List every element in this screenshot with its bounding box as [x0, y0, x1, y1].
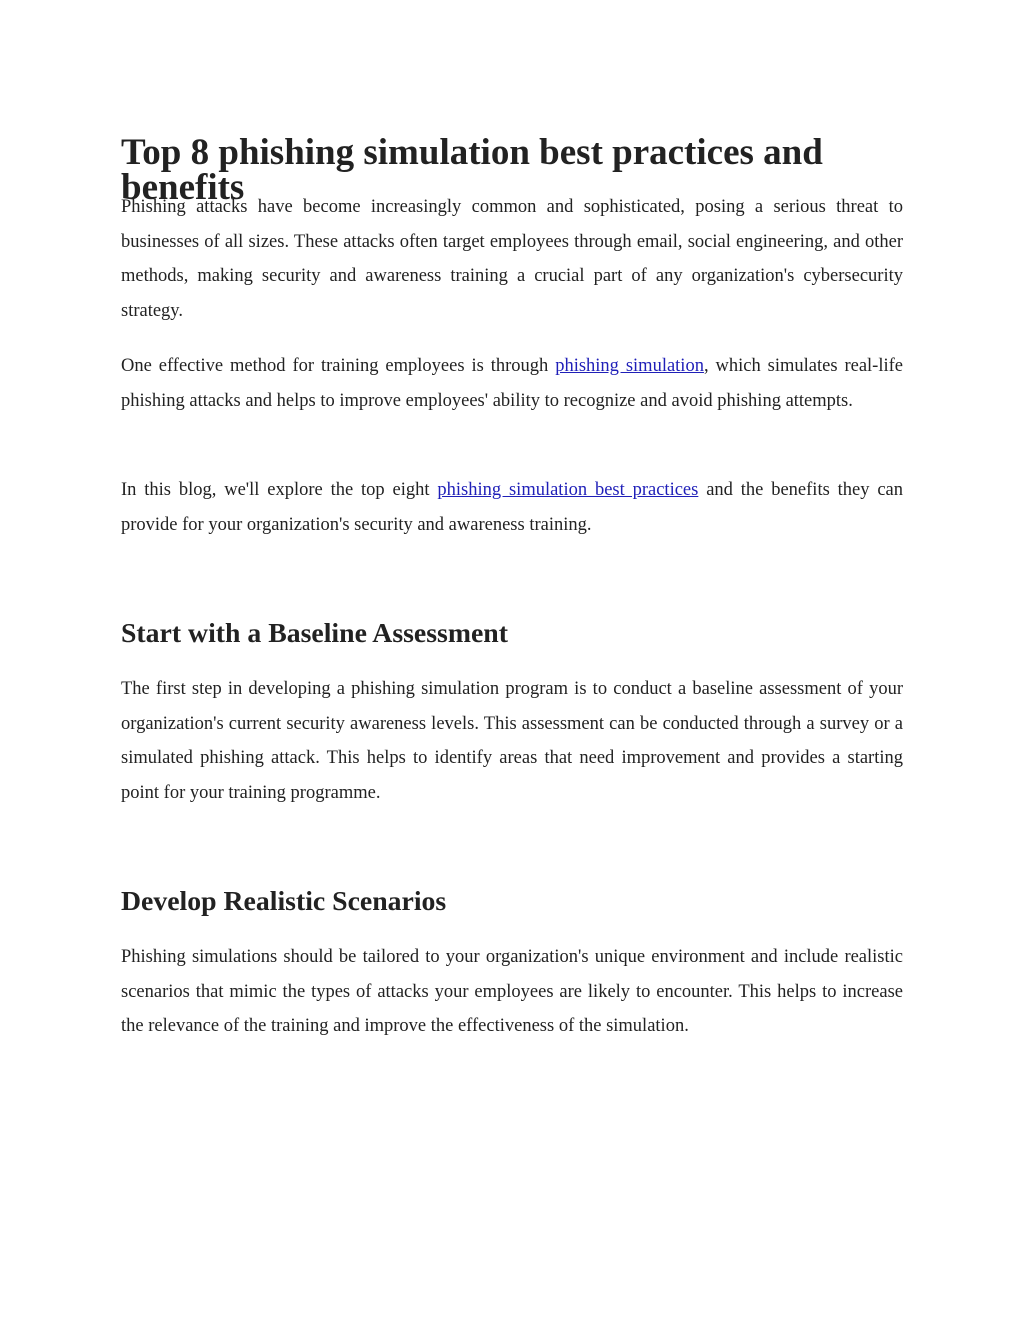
best-practices-link[interactable]: phishing simulation best practices: [437, 480, 699, 500]
intro-paragraph-1: Phishing attacks have become increasingly common and sophisticated, posing a serious threat to businesses of all sizes. These attacks often target employees through email, social engineering, and other methods, making security and awareness training a crucial part of any organization's cybersecurity strategy.: [121, 197, 903, 322]
intro-paragraph-2: [121, 349, 903, 418]
section-body-realistic-scenarios: Phishing simulations should be tailored to your organization's unique environment and include realistic scenarios that mimic the types of attacks your employees are likely to encounter. This helps to increase the relevance of the training and improve the effectiveness of the simulation.: [121, 947, 903, 1037]
phishing-simulation-link[interactable]: phishing simulation: [555, 356, 704, 376]
intro-paragraph-3-text-after: and the benefits they can provide for your organization's security and awareness training.: [121, 480, 904, 535]
article-title: Top 8 phishing simulation best practices and benefits: [121, 132, 823, 208]
intro-paragraph-2-text-before: One effective method for training employees is through: [121, 356, 556, 376]
section-body-baseline-assessment: The first step in developing a phishing simulation program is to conduct a baseline assessment of your organization's current security awareness levels. This assessment can be conducted through a survey or a simulated phishing attack. This helps to identify areas that need improvement and provides a starting point for your training programme.: [121, 679, 903, 804]
intro-paragraph-3-text-before: In this blog, we'll explore the top eight: [121, 480, 438, 500]
intro-paragraph-2-text-after: , which simulates real-life phishing attacks and helps to improve employees' ability to recognize and avoid phishing attempts.: [121, 356, 903, 411]
intro-paragraph-3: [121, 473, 903, 542]
section-heading-realistic-scenarios: Develop Realistic Scenarios: [121, 886, 447, 917]
section-heading-baseline-assessment: Start with a Baseline Assessment: [121, 618, 508, 649]
